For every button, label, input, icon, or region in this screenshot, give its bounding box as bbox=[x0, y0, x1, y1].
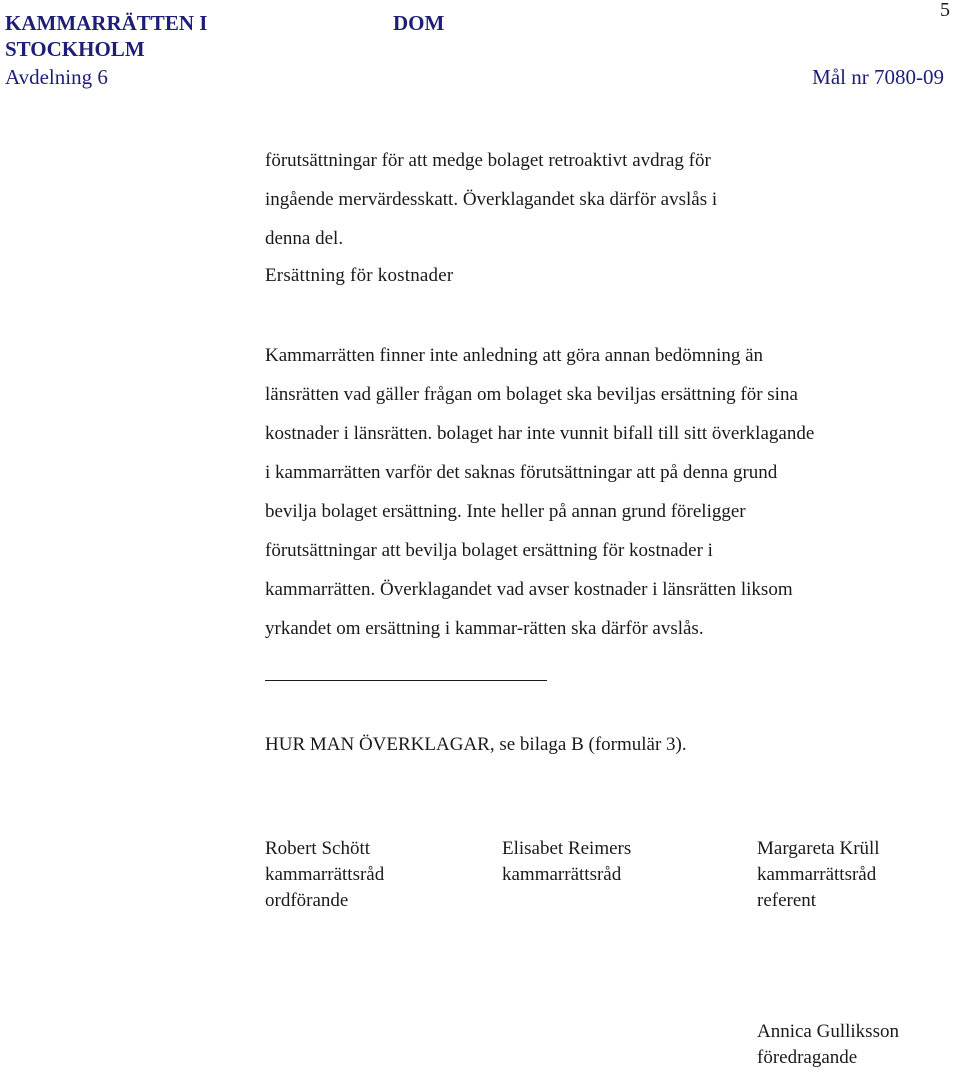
page-number: 5 bbox=[940, 0, 950, 21]
text-line: förutsättningar att bevilja bolaget ersättning för kostnader i bbox=[265, 540, 713, 561]
division: Avdelning 6 bbox=[5, 65, 108, 89]
signatory-role: ordförande bbox=[265, 890, 349, 911]
text-line: förutsättningar för att medge bolaget retroaktivt avdrag för bbox=[265, 150, 711, 171]
text-line: länsrätten vad gäller frågan om bolaget ska beviljas ersättning för sina bbox=[265, 384, 798, 405]
signatory-title: kammarrättsråd bbox=[757, 864, 877, 885]
court-name-line-1: KAMMARRÄTTEN I bbox=[5, 11, 208, 35]
appeal-instructions: HUR MAN ÖVERKLAGAR, se bilaga B (formulär 3). bbox=[265, 734, 687, 755]
court-name-line-2: STOCKHOLM bbox=[5, 37, 145, 61]
text-line: kammarrätten. Överklagandet vad avser kostnader i länsrätten liksom bbox=[265, 579, 793, 600]
text-line: yrkandet om ersättning i kammar-rätten ska därför avslås. bbox=[265, 618, 704, 639]
divider-line bbox=[265, 680, 547, 681]
signature-block bbox=[757, 836, 880, 914]
court-name bbox=[5, 10, 207, 62]
signatory-name: Annica Gulliksson bbox=[757, 1021, 899, 1042]
text-line: denna del. bbox=[265, 228, 344, 249]
paragraph-expenses bbox=[265, 336, 814, 648]
text-line: ingående mervärdesskatt. Överklagandet ska därför avslås i bbox=[265, 189, 718, 210]
signatory-name: Margareta Krüll bbox=[757, 838, 880, 859]
case-number: Mål nr 7080-09 bbox=[812, 65, 944, 89]
signatory-title: föredragande bbox=[757, 1047, 858, 1068]
signature-block bbox=[502, 836, 631, 888]
text-line: kostnader i länsrätten. bolaget har inte vunnit bifall till sitt överklagande bbox=[265, 423, 815, 444]
text-line: Kammarrätten finner inte anledning att göra annan bedömning än bbox=[265, 345, 764, 366]
signature-block bbox=[757, 1019, 899, 1071]
section-heading-expenses: Ersättning för kostnader bbox=[265, 265, 454, 286]
signatory-role: referent bbox=[757, 890, 817, 911]
text-line: bevilja bolaget ersättning. Inte heller på annan grund föreligger bbox=[265, 501, 746, 522]
signatory-name: Robert Schött bbox=[265, 838, 371, 859]
signatory-title: kammarrättsråd bbox=[265, 864, 385, 885]
signatory-name: Elisabet Reimers bbox=[502, 838, 632, 859]
signatory-title: kammarrättsråd bbox=[502, 864, 622, 885]
paragraph-vat bbox=[265, 141, 717, 258]
document-type: DOM bbox=[393, 11, 445, 35]
text-line: i kammarrätten varför det saknas förutsättningar att på denna grund bbox=[265, 462, 778, 483]
signature-block bbox=[265, 836, 384, 914]
